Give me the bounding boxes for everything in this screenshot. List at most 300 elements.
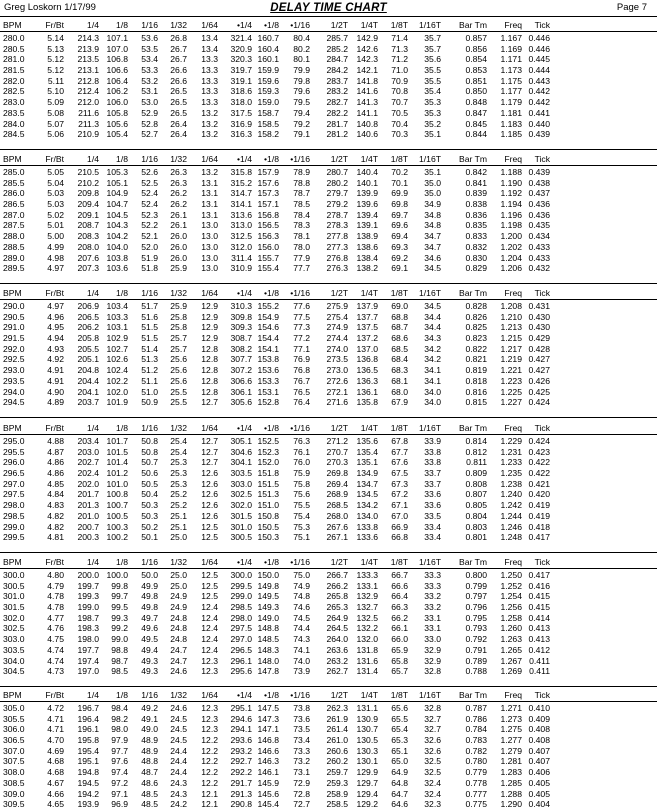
table-cell: 25.9 (170, 263, 187, 274)
table-cell: 1.204 (500, 252, 522, 263)
table-cell: 274.0 (326, 343, 348, 354)
table-cell: 1.281 (500, 756, 522, 767)
table-cell: 32.6 (424, 735, 441, 746)
table-cell: 67.3 (391, 478, 408, 489)
table-cell: 1.242 (500, 500, 522, 511)
table-cell: 97.7 (111, 745, 128, 756)
bpm-cell: 280.5 (3, 43, 25, 54)
table-row (0, 44, 657, 55)
table-cell: 300.0 (230, 570, 252, 580)
column-header: •1/16 (290, 557, 310, 567)
table-cell: 316.3 (230, 129, 252, 140)
column-header: 1/32 (170, 423, 187, 433)
bpm-cell: 287.0 (3, 209, 25, 220)
table-cell: 131.6 (356, 655, 378, 666)
table-cell: 292.2 (230, 767, 252, 778)
table-cell: 52.0 (141, 241, 158, 252)
bpm-cell: 298.0 (3, 500, 25, 511)
table-cell: 77.3 (293, 322, 310, 333)
table-cell: 4.86 (47, 468, 64, 479)
bpm-cell: 281.0 (3, 54, 25, 65)
table-cell: 131.8 (356, 644, 378, 655)
table-cell: 71.3 (391, 43, 408, 54)
table-cell: 0.838 (465, 199, 487, 210)
table-cell: 277.3 (326, 241, 348, 252)
table-cell: 317.5 (230, 107, 252, 118)
table-cell: 0.819 (465, 365, 487, 376)
table-cell: 13.1 (201, 199, 218, 210)
table-cell: 4.77 (47, 612, 64, 623)
table-cell: 4.86 (47, 457, 64, 468)
table-cell: 1.179 (500, 97, 522, 108)
table-cell: 197.0 (77, 666, 99, 677)
table-cell: 4.91 (47, 365, 64, 376)
table-cell: 284.2 (326, 65, 348, 76)
table-cell: 99.0 (111, 634, 128, 645)
column-header: Tick (534, 557, 550, 567)
table-cell: 0.808 (465, 478, 487, 489)
table-cell: 104.5 (106, 209, 128, 220)
page-number: Page 7 (616, 2, 647, 13)
table-cell: 156.3 (257, 231, 279, 242)
table-row (0, 76, 657, 87)
table-cell: 142.1 (356, 65, 378, 76)
table-cell: 34.6 (424, 252, 441, 263)
table-cell: 0.433 (528, 252, 550, 263)
column-header: 1/4 (87, 423, 99, 433)
table-cell: 33.3 (424, 580, 441, 591)
table-cell: 154.4 (257, 333, 279, 344)
bpm-cell: 282.0 (3, 75, 25, 86)
column-header: 1/8 (116, 154, 128, 164)
table-cell: 132.0 (356, 634, 378, 645)
table-cell: 97.6 (111, 756, 128, 767)
table-cell: 74.3 (293, 634, 310, 645)
table-cell: 13.0 (201, 252, 218, 263)
table-cell: 294.6 (230, 713, 252, 724)
table-cell: 0.409 (528, 713, 550, 724)
table-cell: 5.04 (47, 177, 64, 188)
table-cell: 273.5 (326, 354, 348, 365)
table-cell: 102.2 (106, 375, 128, 386)
table-cell: 203.0 (77, 446, 99, 457)
column-header: Fr/Bt (45, 690, 64, 700)
table-cell: 75.3 (293, 521, 310, 532)
table-cell: 12.5 (201, 591, 218, 602)
table-cell: 67.8 (391, 436, 408, 446)
table-cell: 206.2 (77, 322, 99, 333)
table-cell: 0.783 (465, 735, 487, 746)
column-header: 1/8 (116, 288, 128, 298)
table-cell: 69.7 (391, 209, 408, 220)
table-row (0, 634, 657, 645)
table-cell: 296.5 (230, 644, 252, 655)
table-cell: 5.12 (47, 65, 64, 76)
table-cell: 151.3 (257, 489, 279, 500)
table-cell: 74.0 (293, 655, 310, 666)
table-cell: 12.5 (201, 570, 218, 580)
table-cell: 1.223 (500, 375, 522, 386)
table-cell: 4.75 (47, 634, 64, 645)
table-cell: 1.254 (500, 591, 522, 602)
table-cell: 5.08 (47, 107, 64, 118)
table-cell: 212.0 (77, 97, 99, 108)
bpm-cell: 280.0 (3, 33, 25, 43)
table-cell: 53.2 (141, 75, 158, 86)
table-cell: 34.9 (424, 199, 441, 210)
table-cell: 72.8 (293, 788, 310, 799)
table-cell: 25.8 (170, 311, 187, 322)
table-cell: 140.1 (356, 177, 378, 188)
table-cell: 0.418 (528, 521, 550, 532)
table-cell: 69.8 (391, 199, 408, 210)
table-cell: 198.0 (77, 634, 99, 645)
table-cell: 149.8 (257, 580, 279, 591)
table-cell: 105.3 (106, 167, 128, 177)
table-cell: 0.835 (465, 220, 487, 231)
table-cell: 100.0 (106, 570, 128, 580)
table-cell: 281.2 (326, 129, 348, 140)
table-cell: 0.832 (465, 241, 487, 252)
table-cell: 195.1 (77, 756, 99, 767)
table-cell: 271.2 (326, 436, 348, 446)
column-header: 1/16T (419, 690, 441, 700)
table-cell: 66.1 (391, 623, 408, 634)
bpm-cell: 293.5 (3, 375, 25, 386)
bpm-cell: 292.0 (3, 343, 25, 354)
table-cell: 103.3 (106, 311, 128, 322)
table-cell: 33.3 (424, 570, 441, 580)
table-cell: 302.0 (230, 500, 252, 511)
table-cell: 4.95 (47, 322, 64, 333)
table-row (0, 199, 657, 210)
table-cell: 12.7 (201, 397, 218, 408)
table-cell: 132.2 (356, 623, 378, 634)
table-cell: 129.7 (356, 777, 378, 788)
table-cell: 201.3 (77, 500, 99, 511)
table-cell: 77.5 (293, 311, 310, 322)
table-cell: 75.6 (293, 489, 310, 500)
bpm-cell: 305.5 (3, 713, 25, 724)
table-cell: 279.2 (326, 199, 348, 210)
table-cell: 1.267 (500, 655, 522, 666)
bpm-cell: 289.5 (3, 263, 25, 274)
table-cell: 205.5 (77, 343, 99, 354)
table-cell: 33.1 (424, 612, 441, 623)
table-cell: 150.3 (257, 532, 279, 543)
table-cell: 203.7 (77, 397, 99, 408)
table-cell: 138.2 (356, 263, 378, 274)
table-cell: 75.1 (293, 532, 310, 543)
table-cell: 76.4 (293, 397, 310, 408)
table-cell: 26.4 (170, 129, 187, 140)
column-header: •1/16 (290, 423, 310, 433)
table-cell: 1.246 (500, 521, 522, 532)
table-cell: 158.2 (257, 129, 279, 140)
table-cell: 0.417 (528, 532, 550, 543)
table-cell: 0.433 (528, 241, 550, 252)
table-cell: 294.1 (230, 724, 252, 735)
table-cell: 26.7 (170, 43, 187, 54)
table-row (0, 178, 657, 189)
bpm-cell: 290.5 (3, 311, 25, 322)
table-cell: 1.225 (500, 386, 522, 397)
table-cell: 33.7 (424, 468, 441, 479)
table-cell: 265.3 (326, 602, 348, 613)
table-cell: 12.7 (201, 446, 218, 457)
table-cell: 12.8 (201, 343, 218, 354)
table-cell: 66.7 (391, 570, 408, 580)
table-cell: 52.4 (141, 199, 158, 210)
table-cell: 52.6 (141, 167, 158, 177)
table-row (0, 210, 657, 221)
table-cell: 272.1 (326, 386, 348, 397)
table-cell: 1.258 (500, 612, 522, 623)
table-cell: 34.7 (424, 241, 441, 252)
column-header-row (0, 423, 657, 433)
table-cell: 134.0 (356, 510, 378, 521)
bpm-cell: 304.0 (3, 655, 25, 666)
table-cell: 145.4 (257, 799, 279, 810)
table-cell: 313.0 (230, 220, 252, 231)
table-cell: 133.6 (356, 532, 378, 543)
column-header: •1/4 (237, 288, 252, 298)
table-cell: 137.9 (356, 301, 378, 311)
table-cell: 141.6 (356, 86, 378, 97)
table-cell: 69.2 (391, 252, 408, 263)
table-section (0, 557, 657, 677)
table-cell: 24.9 (170, 602, 187, 613)
table-section (0, 423, 657, 543)
table-cell: 300.5 (230, 532, 252, 543)
table-cell: 26.5 (170, 107, 187, 118)
table-cell: 1.206 (500, 263, 522, 274)
column-header-row (0, 288, 657, 298)
table-cell: 105.6 (106, 118, 128, 129)
table-cell: 0.446 (528, 33, 550, 43)
table-cell: 0.842 (465, 167, 487, 177)
chart-title-wrap (0, 1, 657, 15)
table-cell: 97.9 (111, 735, 128, 746)
table-cell: 0.415 (528, 591, 550, 602)
table-cell: 0.422 (528, 457, 550, 468)
table-cell: 146.6 (257, 745, 279, 756)
table-cell: 274.9 (326, 322, 348, 333)
table-cell: 26.5 (170, 86, 187, 97)
column-header: 1/2T (330, 423, 348, 433)
table-cell: 0.795 (465, 612, 487, 623)
table-cell: 25.1 (170, 510, 187, 521)
table-cell: 129.2 (356, 799, 378, 810)
table-cell: 150.5 (257, 521, 279, 532)
table-cell: 4.83 (47, 500, 64, 511)
column-header: 1/2T (330, 557, 348, 567)
table-cell: 49.4 (141, 644, 158, 655)
table-cell: 33.7 (424, 478, 441, 489)
table-cell: 268.9 (326, 489, 348, 500)
table-cell: 0.445 (528, 54, 550, 65)
table-cell: 264.9 (326, 612, 348, 623)
table-cell: 263.2 (326, 655, 348, 666)
table-cell: 156.8 (257, 209, 279, 220)
table-cell: 100.3 (106, 521, 128, 532)
column-header: •1/16 (290, 20, 310, 30)
table-cell: 4.87 (47, 446, 64, 457)
table-cell: 136.1 (356, 386, 378, 397)
table-cell: 1.196 (500, 209, 522, 220)
table-cell: 52.7 (141, 129, 158, 140)
table-cell: 70.7 (391, 97, 408, 108)
table-cell: 33.0 (424, 634, 441, 645)
table-row (0, 188, 657, 199)
table-cell: 0.807 (465, 489, 487, 500)
table-cell: 25.6 (170, 365, 187, 376)
table-cell: 35.0 (424, 177, 441, 188)
table-cell: 52.3 (141, 209, 158, 220)
table-cell: 24.4 (170, 767, 187, 778)
table-cell: 24.4 (170, 745, 187, 756)
table-cell: 4.99 (47, 241, 64, 252)
table-cell: 99.7 (111, 591, 128, 602)
table-cell: 137.2 (356, 333, 378, 344)
table-cell: 24.4 (170, 756, 187, 767)
table-cell: 105.8 (106, 107, 128, 118)
table-cell: 50.6 (141, 468, 158, 479)
table-cell: 32.9 (424, 644, 441, 655)
table-cell: 213.5 (77, 54, 99, 65)
table-row (0, 746, 657, 757)
table-cell: 78.3 (293, 220, 310, 231)
table-cell: 1.285 (500, 777, 522, 788)
table-row (0, 581, 657, 592)
table-cell: 66.0 (391, 634, 408, 645)
table-cell: 130.9 (356, 713, 378, 724)
table-cell: 104.2 (106, 231, 128, 242)
table-cell: 71.0 (391, 65, 408, 76)
column-header: Fr/Bt (45, 423, 64, 433)
table-cell: 67.9 (391, 397, 408, 408)
table-cell: 64.8 (391, 777, 408, 788)
table-cell: 12.6 (201, 500, 218, 511)
table-cell: 12.3 (201, 655, 218, 666)
table-cell: 131.4 (356, 666, 378, 677)
column-header: Tick (534, 690, 550, 700)
table-cell: 25.5 (170, 397, 187, 408)
table-cell: 130.7 (356, 724, 378, 735)
table-cell: 258.5 (326, 799, 348, 810)
table-cell: 12.5 (201, 521, 218, 532)
table-cell: 4.72 (47, 703, 64, 713)
column-header: 1/4T (360, 690, 378, 700)
table-cell: 12.4 (201, 623, 218, 634)
table-cell: 12.9 (201, 333, 218, 344)
table-cell: 206.9 (77, 301, 99, 311)
table-cell: 197.7 (77, 644, 99, 655)
table-cell: 0.793 (465, 623, 487, 634)
table-cell: 275.9 (326, 301, 348, 311)
table-cell: 65.7 (391, 666, 408, 677)
table-cell: 0.417 (528, 570, 550, 580)
column-header: Fr/Bt (45, 154, 64, 164)
column-header: Freq (504, 20, 522, 30)
table-row (0, 623, 657, 634)
table-row (0, 532, 657, 543)
table-cell: 76.7 (293, 375, 310, 386)
table-cell: 1.213 (500, 322, 522, 333)
table-cell: 1.173 (500, 65, 522, 76)
table-cell: 141.8 (356, 75, 378, 86)
table-cell: 261.0 (326, 735, 348, 746)
column-header: 1/4T (360, 557, 378, 567)
table-cell: 67.1 (391, 500, 408, 511)
table-cell: 25.7 (170, 343, 187, 354)
table-cell: 25.8 (170, 322, 187, 333)
table-cell: 298.5 (230, 602, 252, 613)
table-cell: 102.9 (106, 333, 128, 344)
table-cell: 79.2 (293, 118, 310, 129)
table-cell: 35.3 (424, 97, 441, 108)
table-cell: 77.6 (293, 301, 310, 311)
table-cell: 68.4 (391, 354, 408, 365)
table-cell: 1.290 (500, 799, 522, 810)
table-cell: 24.2 (170, 799, 187, 810)
table-row (0, 756, 657, 767)
table-cell: 51.7 (141, 301, 158, 311)
table-cell: 49.6 (141, 623, 158, 634)
table-cell: 105.4 (106, 129, 128, 140)
table-cell: 5.14 (47, 33, 64, 43)
table-cell: 0.796 (465, 602, 487, 613)
table-cell: 211.3 (78, 118, 99, 129)
table-cell: 1.244 (500, 510, 522, 521)
table-cell: 68.1 (391, 375, 408, 386)
table-cell: 26.0 (170, 231, 187, 242)
table-cell: 0.786 (465, 713, 487, 724)
table-cell: 141.1 (356, 107, 378, 118)
table-cell: 264.0 (326, 634, 348, 645)
table-cell: 272.6 (326, 375, 348, 386)
table-cell: 199.0 (77, 602, 99, 613)
table-cell: 1.175 (500, 75, 522, 86)
table-cell: 319.1 (230, 75, 252, 86)
table-cell: 275.4 (326, 311, 348, 322)
table-cell: 50.9 (141, 397, 158, 408)
table-cell: 68.7 (391, 322, 408, 333)
table-cell: 277.8 (326, 231, 348, 242)
table-cell: 13.3 (201, 75, 218, 86)
table-cell: 25.2 (170, 489, 187, 500)
table-cell: 0.788 (465, 666, 487, 677)
bpm-cell: 291.0 (3, 322, 25, 333)
table-cell: 203.4 (77, 436, 99, 446)
table-cell: 107.1 (106, 33, 128, 43)
table-cell: 290.8 (230, 799, 252, 810)
table-cell: 32.4 (424, 777, 441, 788)
table-cell: 158.5 (257, 118, 279, 129)
table-cell: 12.7 (201, 457, 218, 468)
table-row (0, 263, 657, 274)
table-cell: 196.4 (77, 713, 99, 724)
table-cell: 24.8 (170, 612, 187, 623)
table-cell: 134.2 (356, 500, 378, 511)
table-cell: 197.4 (77, 655, 99, 666)
table-cell: 100.7 (106, 500, 128, 511)
table-cell: 0.436 (528, 199, 550, 210)
table-cell: 208.7 (77, 220, 99, 231)
table-cell: 104.0 (106, 241, 128, 252)
chart-title: DELAY TIME CHART (270, 2, 387, 14)
table-cell: 153.8 (257, 354, 279, 365)
